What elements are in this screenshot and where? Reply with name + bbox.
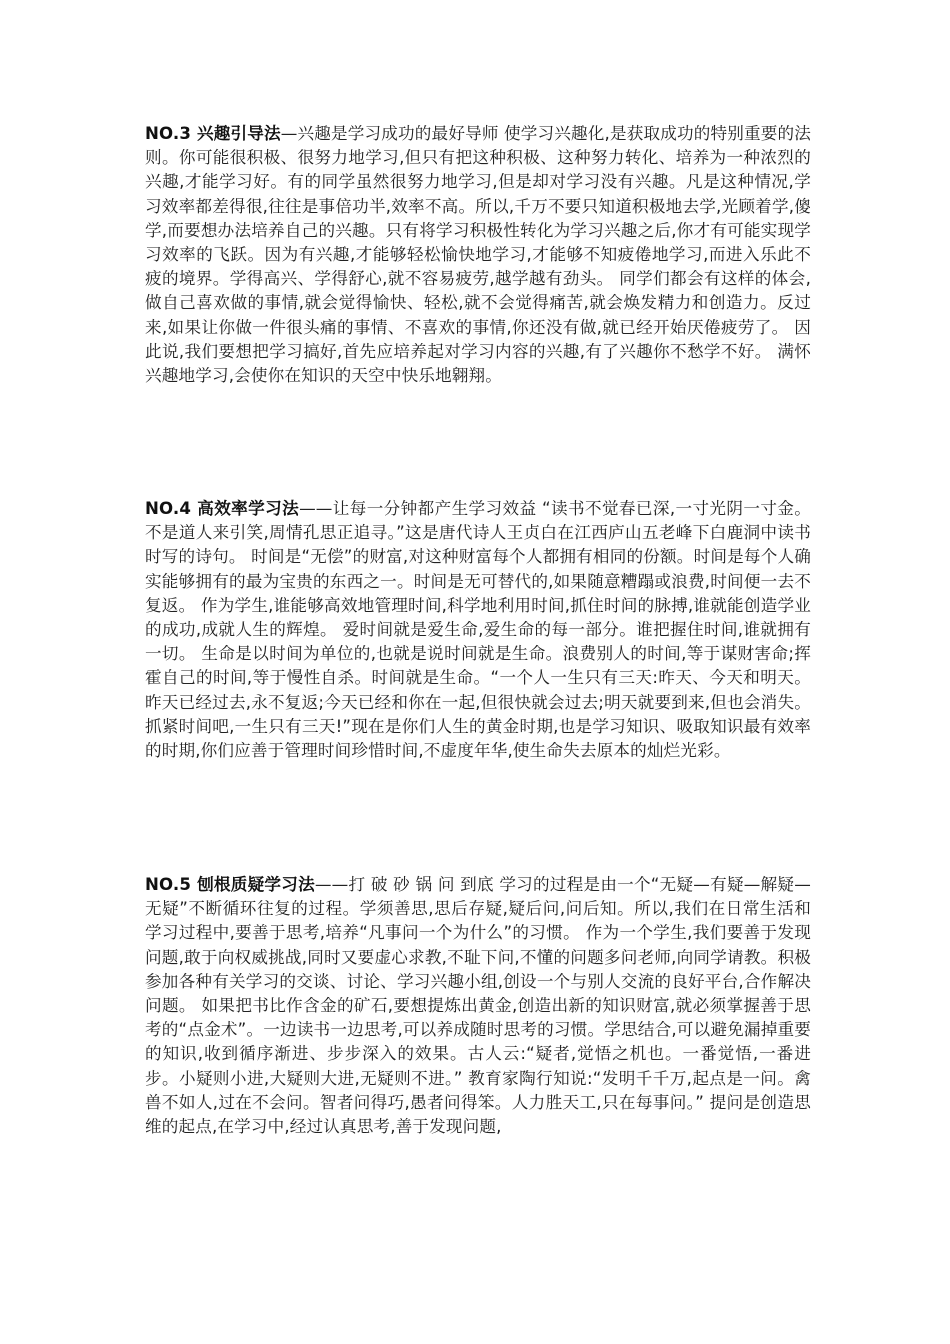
section-heading: NO.5 刨根质疑学习法 <box>145 875 315 894</box>
section-no4-high-efficiency <box>145 497 811 763</box>
section-no5-questioning <box>145 873 811 1139</box>
section-heading: NO.4 高效率学习法 <box>145 499 300 518</box>
section-body: ——让每一分钟都产生学习效益 “读书不觉春已深,一寸光阴一寸金。不是道人来引笑,周情孔思正追寻。”这是唐代诗人王贞白在江西庐山五老峰下白鹿洞中读书时写的诗句。 时间是“无偿”的财富,对这种财富每个人都拥有相同的份额。时间是每个人确实能够拥有的最为宝贵的东西之一。时间是无可替代的,如果随意糟蹋或浪费,时间便一去不复返。 作为学生,谁能够高效地管理时间,科学地利用时间,抓住时间的脉搏,谁就能创造学业的成功,成就人生的辉煌。 爱时间就是爱生命,爱生命的每一部分。谁把握住时间,谁就拥有一切。 生命是以时间为单位的,也就是说时间就是生命。浪费别人的时间,等于谋财害命;挥霍自己的时间,等于慢性自杀。时间就是生命。“一个人一生只有三天:昨天、今天和明天。昨天已经过去,永不复返;今天已经和你在一起,但很快就会过去;明天就要到来,但也会消失。抓紧时间吧,一生只有三天!”现在是你们人生的黄金时期,也是学习知识、吸取知识最有效率的时期,你们应善于管理时间珍惜时间,不虚度年华,使生命失去原本的灿烂光彩。 <box>145 499 812 761</box>
section-body: —兴趣是学习成功的最好导师 使学习兴趣化,是获取成功的特别重要的法则。你可能很积极、很努力地学习,但只有把这种积极、这种努力转化、培养为一种浓烈的兴趣,才能学习好。有的同学虽然很努力地学习,但是却对学习没有兴趣。凡是这种情况,学习效率都差得很,往往是事倍功半,效率不高。所以,千万不要只知道积极地去学,光顾着学,傻学,而要想办法培养自己的兴趣。只有将学习积极性转化为学习兴趣之后,你才有可能实现学习效率的飞跃。因为有兴趣,才能够轻松愉快地学习,才能够不知疲倦地学习,而进入乐此不疲的境界。学得高兴、学得舒心,就不容易疲劳,越学越有劲头。 同学们都会有这样的体会,做自己喜欢做的事情,就会觉得愉快、轻松,就不会觉得痛苦,就会焕发精力和创造力。反过来,如果让你做一件很头痛的事情、不喜欢的事情,你还没有做,就已经开始厌倦疲劳了。 因此说,我们要想把学习搞好,首先应培养起对学习内容的兴趣,有了兴趣你不愁学不好。 满怀兴趣地学习,会使你在知识的天空中快乐地翱翔。 <box>145 124 811 386</box>
section-heading: NO.3 兴趣引导法 <box>145 124 281 143</box>
section-no3-interest-guidance <box>145 122 811 388</box>
section-body: ——打 破 砂 锅 问 到底 学习的过程是由一个“无疑—有疑—解疑—无疑”不断循环往复的过程。学须善思,思后存疑,疑后问,问后知。所以,我们在日常生活和学习过程中,要善于思考,培养“凡事问一个为什么”的习惯。 作为一个学生,我们要善于发现问题,敢于向权威挑战,同时又要虚心求教,不耻下问,不懂的问题多问老师,向同学请教。积极参加各种有关学习的交谈、讨论、学习兴趣小组,创设一个与别人交流的良好平台,合作解决问题。 如果把书比作含金的矿石,要想提炼出黄金,创造出新的知识财富,就必须掌握善于思考的“点金术”。一边读书一边思考,可以养成随时思考的习惯。学思结合,可以避免漏掉重要的知识,收到循序渐进、步步深入的效果。古人云:“疑者,觉悟之机也。一番觉悟,一番进步。小疑则小进,大疑则大进,无疑则不进。” 教育家陶行知说:“发明千千万,起点是一问。禽兽不如人,过在不会问。智者问得巧,愚者问得笨。人力胜天工,只在每事问。” 提问是创造思维的起点,在学习中,经过认真思考,善于发现问题, <box>145 875 812 1137</box>
